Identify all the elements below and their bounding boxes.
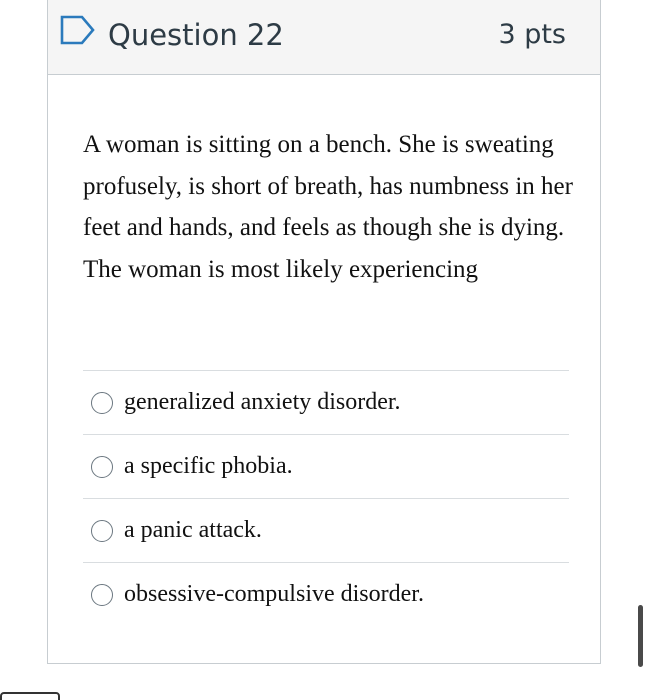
- answer-option[interactable]: [83, 434, 569, 498]
- question-card: [47, 0, 601, 664]
- question-points: 3 pts: [498, 19, 566, 50]
- radio-button[interactable]: [91, 584, 113, 606]
- radio-button[interactable]: [91, 392, 113, 414]
- answer-list: [83, 370, 569, 626]
- radio-button[interactable]: [91, 456, 113, 478]
- radio-button[interactable]: [91, 520, 113, 542]
- answer-option[interactable]: [83, 370, 569, 434]
- question-text: A woman is sitting on a bench. She is sweating profusely, is short of breath, has numbness in her feet and hands, and feels as though she is dying. The woman is most likely experiencing: [83, 131, 573, 283]
- answer-label[interactable]: obsessive-compulsive disorder.: [124, 581, 424, 607]
- answer-label[interactable]: a panic attack.: [124, 517, 262, 543]
- answer-label[interactable]: a specific phobia.: [124, 453, 293, 479]
- answer-label[interactable]: generalized anxiety disorder.: [124, 389, 401, 415]
- answer-option[interactable]: [83, 498, 569, 562]
- scrollbar-thumb[interactable]: [638, 605, 643, 667]
- question-header: [48, 0, 600, 75]
- flag-question-icon[interactable]: [60, 14, 96, 46]
- bottom-tab-edge: [0, 692, 60, 700]
- answer-option[interactable]: [83, 562, 569, 626]
- question-title: Question 22: [108, 18, 284, 52]
